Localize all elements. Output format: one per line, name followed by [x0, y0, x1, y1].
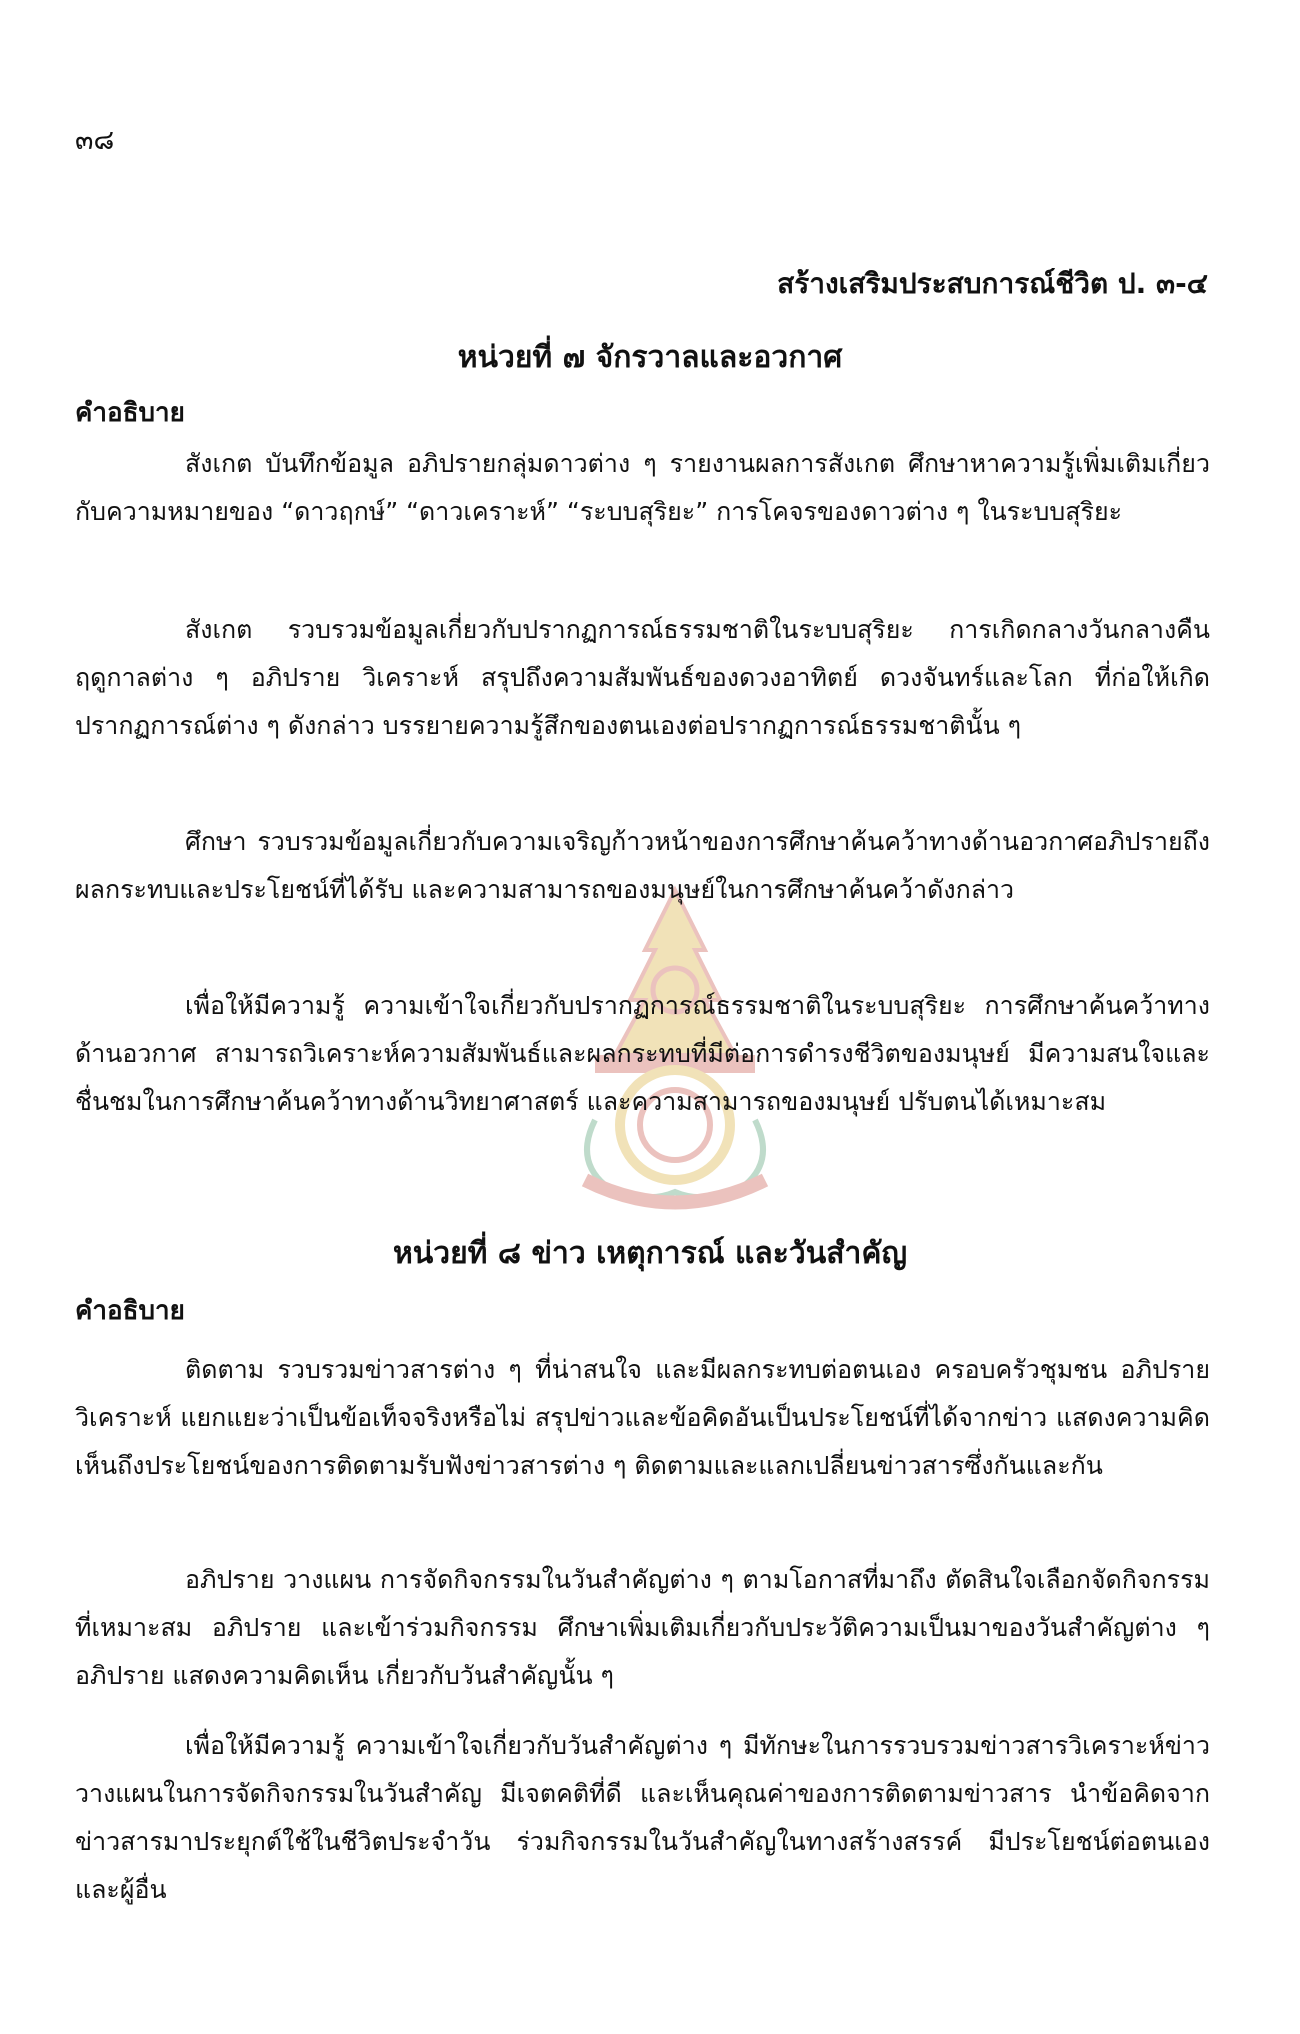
- page-number: ๓๘: [75, 125, 115, 156]
- unit-7-paragraph-2: สังเกต รวบรวมข้อมูลเกี่ยวกับปรากฏการณ์ธรรมชาติในระบบสุริยะ การเกิดกลางวันกลางคืน ฤดูกาลต่าง ๆ อภิปราย วิเคราะห์ สรุปถึงความสัมพันธ์ของดวงอาทิตย์ ดวงจันทร์และโลก ที่ก่อให้เกิดปรากฏการณ์ต่าง ๆ ดังกล่าว บรรยายความรู้สึกของตนเองต่อปรากฏการณ์ธรรมชาตินั้น ๆ: [75, 615, 1210, 740]
- unit-7-paragraph-4: เพื่อให้มีความรู้ ความเข้าใจเกี่ยวกับปรากฏการณ์ธรรมชาติในระบบสุริยะ การศึกษาค้นคว้าทางด้านอวกาศ สามารถวิเคราะห์ความสัมพันธ์และผลกระทบที่มีต่อการดำรงชีวิตของมนุษย์ มีความสนใจและชื่นชมในการศึกษาค้นคว้าทางด้านวิทยาศาสตร์ และความสามารถของมนุษย์ ปรับตนได้เหมาะสม: [75, 991, 1210, 1116]
- unit-7-paragraph-3: ศึกษา รวบรวมข้อมูลเกี่ยวกับความเจริญก้าวหน้าของการศึกษาค้นคว้าทางด้านอวกาศอภิปรายถึงผลกระทบและประโยชน์ที่ได้รับ และความสามารถของมนุษย์ในการศึกษาค้นคว้าดังกล่าว: [75, 827, 1210, 904]
- unit-7-description-label: คำอธิบาย: [75, 398, 185, 428]
- unit-8-paragraph-2: อภิปราย วางแผน การจัดกิจกรรมในวันสำคัญต่าง ๆ ตามโอกาสที่มาถึง ตัดสินใจเลือกจัดกิจกรรมที่เหมาะสม อภิปราย และเข้าร่วมกิจกรรม ศึกษาเพิ่มเติมเกี่ยวกับประวัติความเป็นมาของวันสำคัญต่าง ๆ อภิปราย แสดงความคิดเห็น เกี่ยวกับวันสำคัญนั้น ๆ: [75, 1565, 1210, 1690]
- unit-8-paragraph-3: เพื่อให้มีความรู้ ความเข้าใจเกี่ยวกับวันสำคัญต่าง ๆ มีทักษะในการรวบรวมข่าวสารวิเคราะห์ข่าว วางแผนในการจัดกิจกรรมในวันสำคัญ มีเจตคติที่ดี และเห็นคุณค่าของการติดตามข่าวสาร นำข้อคิดจากข่าวสารมาประยุกต์ใช้ในชีวิตประจำวัน ร่วมกิจกรรมในวันสำคัญในทางสร้างสรรค์ มีประโยชน์ต่อตนเองและผู้อื่น: [75, 1731, 1210, 1904]
- running-header: สร้างเสริมประสบการณ์ชีวิต ป. ๓-๔: [777, 267, 1208, 300]
- unit-8-description-label: คำอธิบาย: [75, 1296, 185, 1326]
- unit-8-paragraph-1: ติดตาม รวบรวมข่าวสารต่าง ๆ ที่น่าสนใจ และมีผลกระทบต่อตนเอง ครอบครัวชุมชน อภิปราย วิเคราะห์ แยกแยะว่าเป็นข้อเท็จจริงหรือไม่ สรุปข่าวและข้อคิดอันเป็นประโยชน์ที่ได้จากข่าว แสดงความคิดเห็นถึงประโยชน์ของการติดตามรับฟังข่าวสารต่าง ๆ ติดตามและแลกเปลี่ยนข่าวสารซึ่งกันและกัน: [75, 1355, 1210, 1480]
- unit-8-title: หน่วยที่ ๘ ข่าว เหตุการณ์ และวันสำคัญ: [392, 1236, 908, 1271]
- unit-7-paragraph-1: สังเกต บันทึกข้อมูล อภิปรายกลุ่มดาวต่าง ๆ รายงานผลการสังเกต ศึกษาหาความรู้เพิ่มเติมเกี่ยวกับความหมายของ “ดาวฤกษ์” “ดาวเคราะห์” “ระบบสุริยะ” การโคจรของดาวต่าง ๆ ในระบบสุริยะ: [75, 449, 1210, 526]
- unit-7-title: หน่วยที่ ๗ จักรวาลและอวกาศ: [457, 340, 843, 375]
